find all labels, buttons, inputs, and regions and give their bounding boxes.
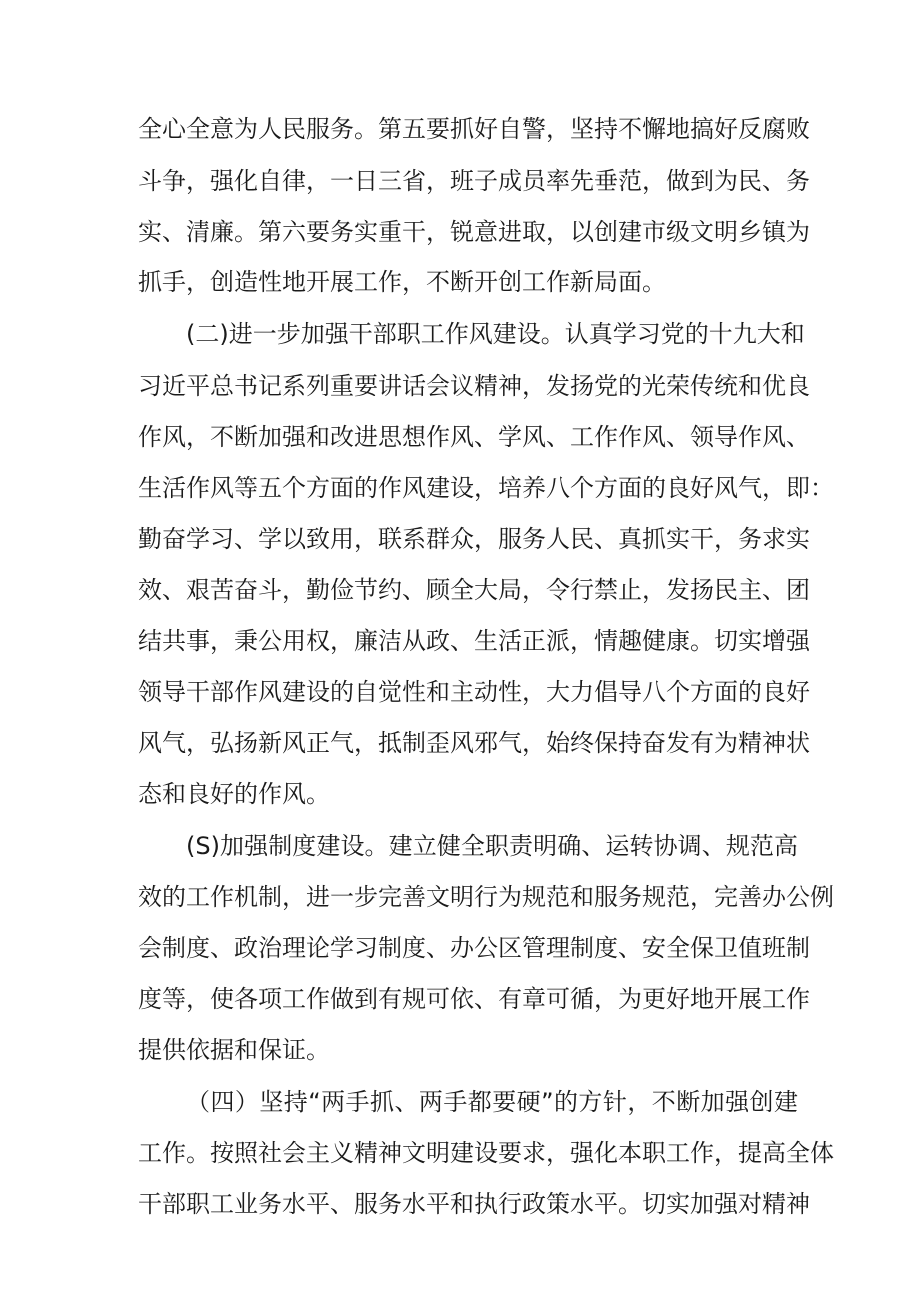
paragraph-line: 习近平总书记系列重要讲话会议精神，发扬党的光荣传统和优良 bbox=[138, 372, 810, 400]
paragraph-line: 领导干部作风建设的自觉性和主动性，大力倡导八个方面的良好 bbox=[138, 678, 810, 706]
paragraph-line: 提供依据和保证。 bbox=[138, 1036, 330, 1064]
paragraph-line: 全心全意为人民服务。第五要抓好自警，坚持不懈地搞好反腐败 bbox=[138, 115, 810, 143]
paragraph-line: （四）坚持“两手抓、两手都要硬”的方针，不断加强创建 bbox=[186, 1088, 798, 1116]
paragraph-line: 度等，使各项工作做到有规可依、有章可循，为更好地开展工作 bbox=[138, 985, 810, 1013]
paragraph-line: 生活作风等五个方面的作风建设，培养八个方面的良好风气，即： bbox=[138, 474, 834, 502]
paragraph-line: (S)加强制度建设。建立健全职责明确、运转协调、规范高 bbox=[186, 832, 798, 860]
paragraph-line: 抓手，创造性地开展工作，不断开创工作新局面。 bbox=[138, 268, 666, 296]
paragraph-line: (二)进一步加强干部职工作风建设。认真学习党的十九大和 bbox=[186, 320, 805, 348]
paragraph-line: 作风，不断加强和改进思想作风、学风、工作作风、领导作风、 bbox=[138, 423, 810, 451]
paragraph-line: 结共事，秉公用权，廉洁从政、生活正派，情趣健康。切实增强 bbox=[138, 627, 810, 655]
paragraph-line: 干部职工业务水平、服务水平和执行政策水平。切实加强对精神 bbox=[138, 1190, 810, 1218]
paragraph-line: 效、艰苦奋斗，勤俭节约、顾全大局，令行禁止，发扬民主、团 bbox=[138, 576, 810, 604]
paragraph-line: 效的工作机制，进一步完善文明行为规范和服务规范，完善办公例 bbox=[138, 883, 834, 911]
paragraph-line: 斗争，强化自律，一日三省，班子成员率先垂范，做到为民、务 bbox=[138, 167, 810, 195]
paragraph-line: 工作。按照社会主义精神文明建设要求，强化本职工作，提高全体 bbox=[138, 1139, 834, 1167]
paragraph-line: 风气，弘扬新风正气，抵制歪风邪气，始终保持奋发有为精神状 bbox=[138, 729, 810, 757]
paragraph-line: 勤奋学习、学以致用，联系群众，服务人民、真抓实干，务求实 bbox=[138, 525, 810, 553]
paragraph-line: 实、清廉。第六要务实重干，锐意进取，以创建市级文明乡镇为 bbox=[138, 218, 810, 246]
paragraph-line: 会制度、政治理论学习制度、办公区管理制度、安全保卫值班制 bbox=[138, 934, 810, 962]
paragraph-line: 态和良好的作风。 bbox=[138, 780, 330, 808]
